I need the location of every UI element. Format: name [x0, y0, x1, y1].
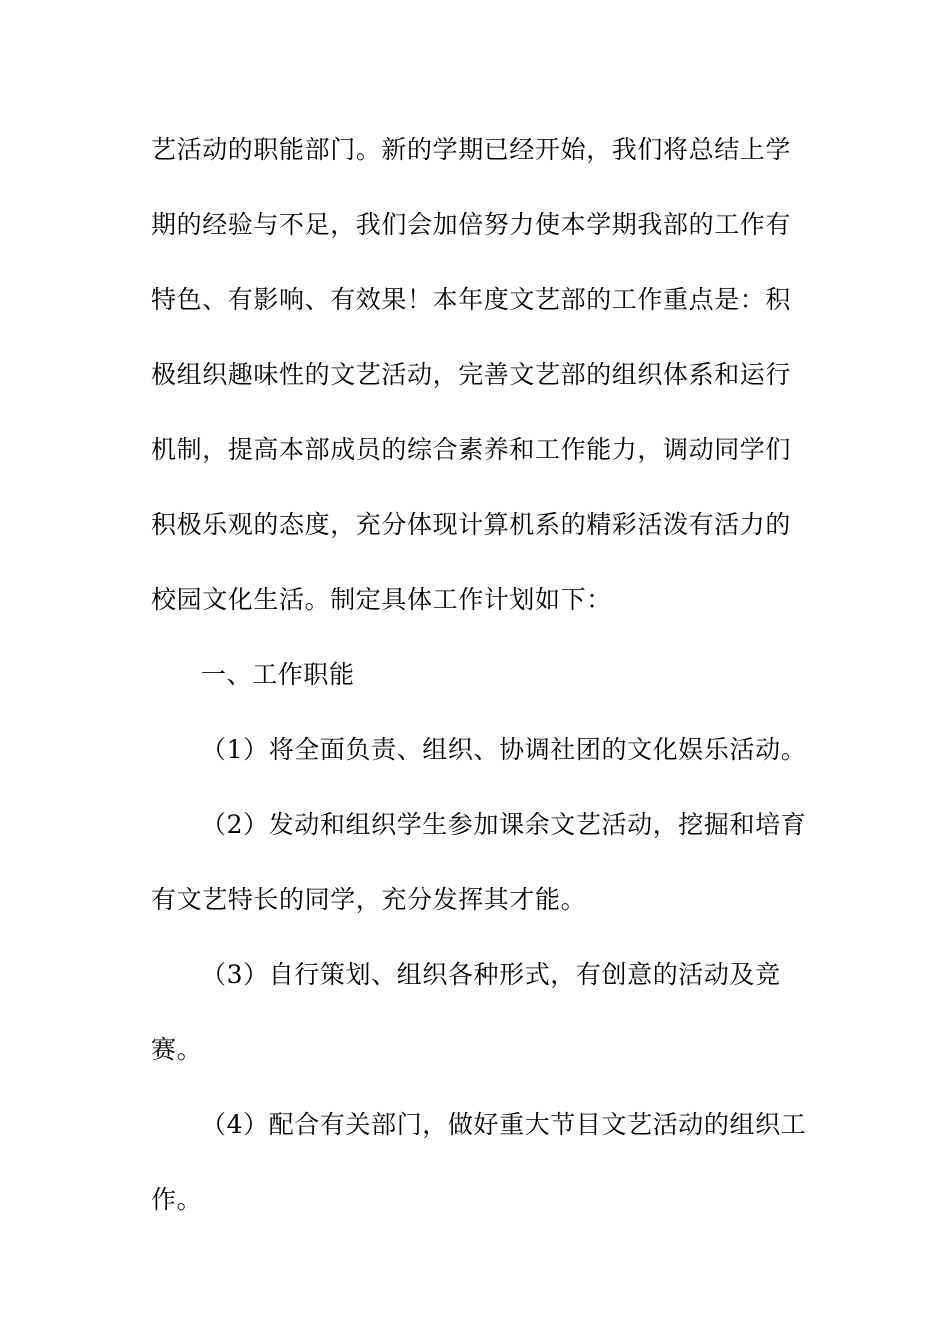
list-item-continuation: 有文艺特长的同学，充分发挥其才能。 — [151, 885, 587, 914]
list-item-continuation: 赛。 — [151, 1035, 203, 1064]
body-text-line: 校园文化生活。制定具体工作计划如下： — [151, 585, 612, 614]
body-text-line: 期的经验与不足，我们会加倍努力使本学期我部的工作有 — [151, 210, 792, 239]
list-item: （1）将全面负责、组织、协调社团的文化娱乐活动。 — [201, 735, 807, 764]
list-item-continuation: 作。 — [151, 1185, 203, 1214]
body-text-line: 艺活动的职能部门。新的学期已经开始，我们将总结上学 — [151, 135, 792, 164]
list-item: （2）发动和组织学生参加课余文艺活动，挖掘和培育 — [201, 810, 807, 839]
list-item: （4）配合有关部门，做好重大节目文艺活动的组织工 — [201, 1110, 807, 1139]
body-text-line: 极组织趣味性的文艺活动，完善文艺部的组织体系和运行 — [151, 360, 792, 389]
body-text-line: 机制，提高本部成员的综合素养和工作能力，调动同学们 — [151, 435, 792, 464]
body-text-line: 积极乐观的态度，充分体现计算机系的精彩活泼有活力的 — [151, 510, 792, 539]
section-heading: 一、工作职能 — [201, 660, 355, 689]
body-text-line: 特色、有影响、有效果！本年度文艺部的工作重点是：积 — [151, 285, 792, 314]
list-item: （3）自行策划、组织各种形式，有创意的活动及竞 — [201, 960, 781, 989]
